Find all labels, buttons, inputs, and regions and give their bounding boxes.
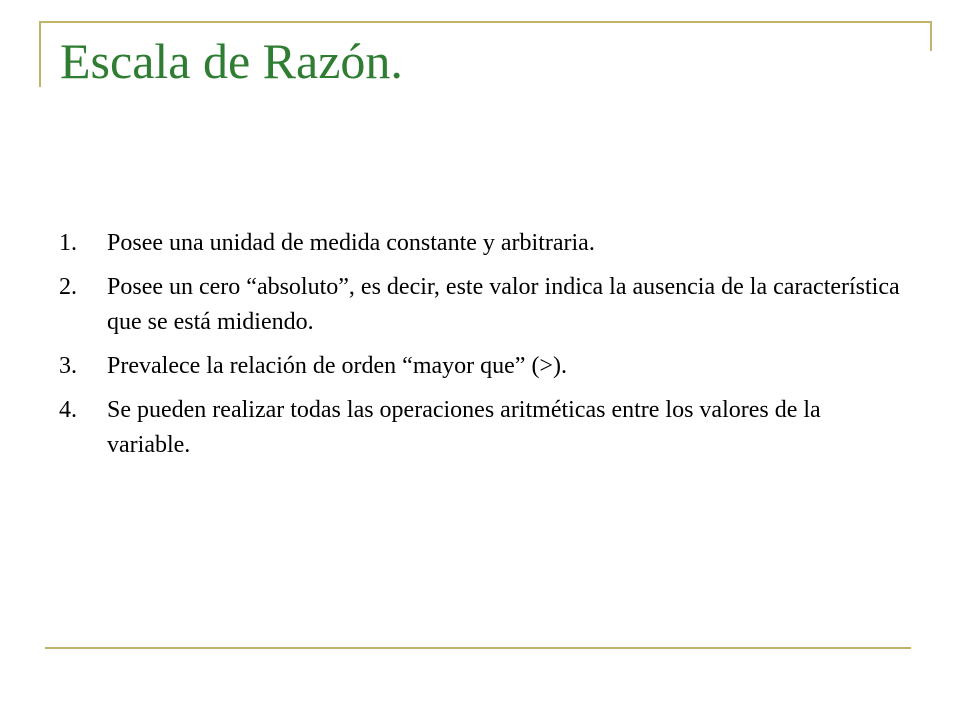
list-item-number: 4. xyxy=(59,397,77,423)
frame-right-line xyxy=(930,21,932,51)
list-item xyxy=(59,226,909,261)
list-item-text: Posee una unidad de medida constante y arbitraria. xyxy=(107,230,595,256)
frame-top-line xyxy=(39,21,932,23)
frame-left-line xyxy=(39,21,41,87)
list-item-text: Se pueden realizar todas las operaciones aritméticas entre los valores de la variable. xyxy=(107,397,821,458)
list-item xyxy=(59,270,909,340)
list-item-number: 3. xyxy=(59,353,77,379)
list-item xyxy=(59,393,909,463)
list-item-number: 1. xyxy=(59,230,77,256)
list-item-number: 2. xyxy=(59,274,77,300)
numbered-list xyxy=(59,226,909,472)
list-item-text: Prevalece la relación de orden “mayor que” (>). xyxy=(107,353,567,379)
list-item xyxy=(59,349,909,384)
frame-bottom-line xyxy=(45,647,911,649)
slide-title: Escala de Razón. xyxy=(60,33,403,89)
list-item-text: Posee un cero “absoluto”, es decir, este valor indica la ausencia de la característica que se está midiendo. xyxy=(107,274,900,335)
